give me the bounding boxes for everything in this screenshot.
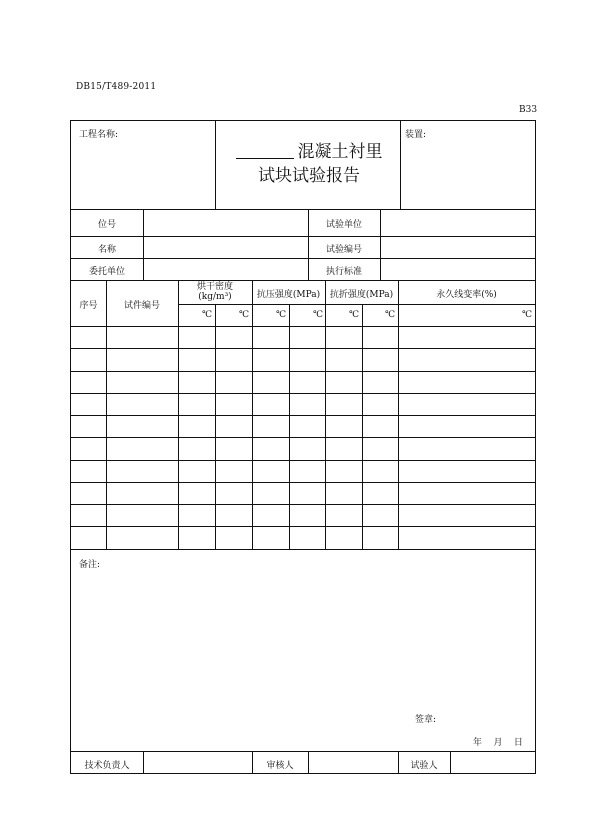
- tech-lead-label: 技术负责人: [84, 761, 130, 771]
- signature-label: 签章:: [415, 715, 437, 725]
- temp-unit-compressive-1: ℃: [276, 310, 287, 320]
- temp-unit-compressive-2: ℃: [313, 310, 324, 320]
- remarks-label: 备注:: [79, 560, 101, 570]
- col-specimen-header: 试件编号: [123, 301, 160, 311]
- name-label: 名称: [97, 245, 116, 255]
- standard-label: 执行标准: [325, 267, 362, 277]
- density-label: 烘干密度: [196, 282, 233, 292]
- col-compressive-header: 抗压强度(MPa): [256, 290, 321, 300]
- title-line-2: 试块试验报告: [258, 166, 360, 186]
- col-linear-change-header: 永久线变率(%): [436, 290, 497, 300]
- document-code: DB15/T489-2011: [76, 82, 157, 92]
- client-label: 委托单位: [88, 267, 125, 277]
- test-unit-label: 试验单位: [325, 220, 362, 230]
- report-title: [216, 140, 402, 188]
- temp-unit-flexural-1: ℃: [349, 310, 360, 320]
- title-line-1: 混凝土衬里: [297, 142, 383, 162]
- project-name-label: 工程名称:: [79, 130, 119, 140]
- temp-unit-density-2: ℃: [239, 310, 250, 320]
- date-label: 年 月 日: [473, 738, 523, 748]
- device-label: 装置:: [405, 130, 427, 140]
- temp-unit-flexural-2: ℃: [385, 310, 396, 320]
- reviewer-label: 审核人: [266, 761, 294, 771]
- title-blank-line[interactable]: [236, 141, 294, 159]
- col-seq-header: 序号: [79, 301, 98, 311]
- temp-unit-density-1: ℃: [202, 310, 213, 320]
- position-label: 位号: [97, 220, 116, 230]
- form-number: B33: [519, 105, 538, 115]
- tester-label: 试验人: [410, 761, 438, 771]
- temp-unit-linear-change: ℃: [522, 310, 533, 320]
- density-unit: (kg/m³): [198, 292, 232, 302]
- test-number-label: 试验编号: [325, 245, 362, 255]
- col-flexural-header: 抗折强度(MPa): [329, 290, 394, 300]
- col-density-header: [178, 282, 252, 302]
